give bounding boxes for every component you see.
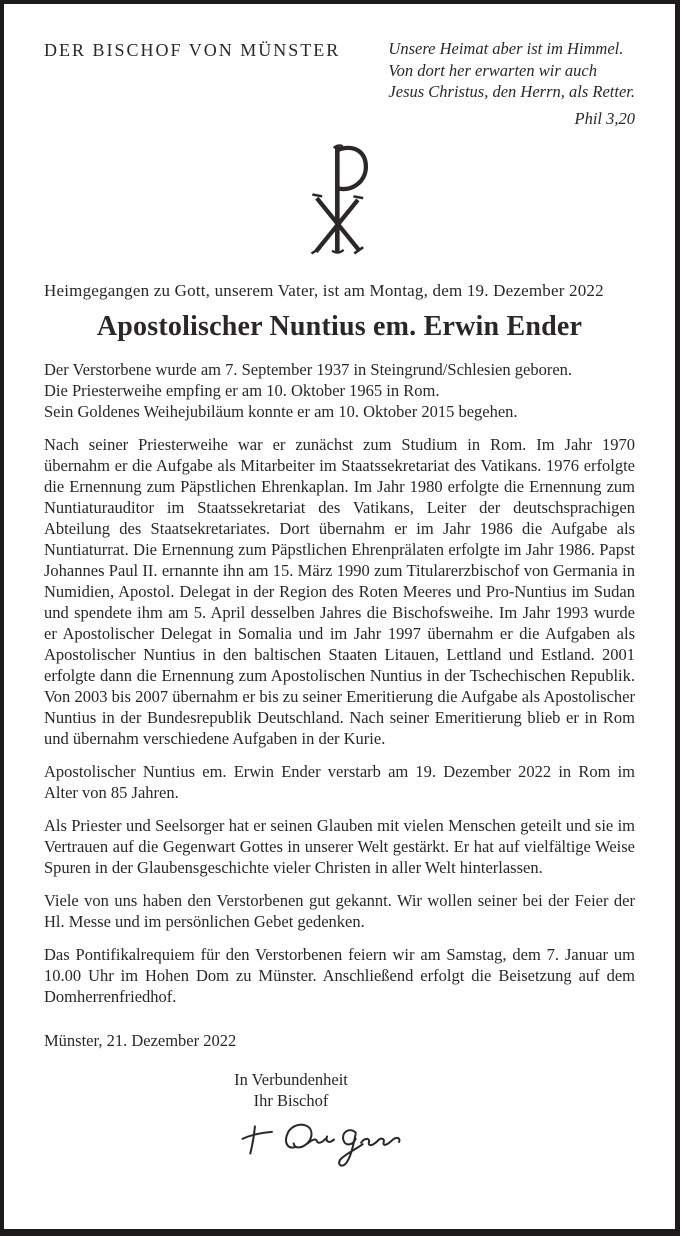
closing-line-1: In Verbundenheit xyxy=(234,1069,348,1089)
quote-line-1: Unsere Heimat aber ist im Himmel. xyxy=(388,39,624,58)
biography-section xyxy=(44,359,635,1007)
dateline: Münster, 21. Dezember 2022 xyxy=(44,1030,237,1050)
career-paragraph: Nach seiner Priesterweihe war er zunächst zum Studium in Rom. Im Jahr 1970 übernahm er die Aufgabe als Mitarbeiter im Staatssekretariat des Vatikans. 1976 erfolgte die Ernennung zum Päpstlichen Ehrenkaplan. Im Jahr 1980 erfolgte die Ernennung zum Nuntiaturauditor im Staatssekretariat des Vatikans, Leiter der deutschsprachigen Abteilung des Staatsekretariates. Dort übernahm er im Jahr 1986 die Aufgabe als Nuntiaturrat. Die Ernennung zum Päpstlichen Ehrenprälaten erfolgte im Jahr 1986. Papst Johannes Paul II. ernannte ihn am 15. März 1990 zum Titularerzbischof von Germania in Numidien, Apostol. Delegat in der Region des Roten Meeres und Pro-Nuntius im Sudan und spendete ihm am 5. April desselben Jahres die Bischofsweihe. Im Jahr 1993 wurde er Apostolischer Delegat in Somalia und im Jahr 1997 übernahm er die Aufgaben als Apostolischer Nuntius in den baltischen Staaten Litauen, Lettland und Estland. 2001 erfolgte dann die Ernennung zum Apostolischen Nuntius in der Tschechischen Republik. Von 2003 bis 2007 übernahm er bis zu seiner Emeritierung die Aufgabe als Apostolischer Nuntius in der Bundesrepublik Deutschland. Nach seiner Emeritierung blieb er in Rom und übernahm verschiedene Aufgaben in der Kurie. xyxy=(44,434,635,748)
closing-block xyxy=(171,1069,411,1176)
chi-rho-icon xyxy=(44,141,635,259)
remembrance-paragraph: Viele von uns haben den Verstorbenen gut gekannt. Wir wollen seiner bei der Feier der Hl. Messe und im persönlichen Gebet gedenken. xyxy=(44,890,635,931)
quote-line-2: Von dort her erwarten wir auch xyxy=(388,60,597,80)
quote-citation: Phil 3,20 xyxy=(574,108,635,128)
birth-line-2: Die Priesterweihe empfing er am 10. Oktober 1965 in Rom. xyxy=(44,380,440,400)
letterhead xyxy=(44,38,635,129)
birth-line-1: Der Verstorbene wurde am 7. September 1937 in Steingrund/Schlesien geboren. xyxy=(44,359,573,379)
scripture-quote xyxy=(388,38,635,129)
death-paragraph: Apostolischer Nuntius em. Erwin Ender verstarb am 19. Dezember 2022 in Rom im Alter von 85 Jahren. xyxy=(44,761,635,802)
death-announcement-line: Heimgegangen zu Gott, unserem Vater, ist am Montag, dem 19. Dezember 2022 xyxy=(44,280,604,300)
birth-paragraph xyxy=(44,359,635,422)
letterhead-sender: DER BISCHOF VON MÜNSTER xyxy=(44,40,341,60)
quote-line-3: Jesus Christus, den Herrn, als Retter. xyxy=(388,82,635,101)
deceased-name-heading: Apostolischer Nuntius em. Erwin Ender xyxy=(96,310,583,342)
requiem-paragraph: Das Pontifikalrequiem für den Verstorbenen feiern wir am Samstag, dem 7. Januar um 10.00 Uhr im Hohen Dom zu Münster. Anschließend erfolgt die Beisetzung auf dem Domherrenfriedhof. xyxy=(44,944,635,1006)
legacy-paragraph: Als Priester und Seelsorger hat er seinen Glauben mit vielen Menschen geteilt und sie im Vertrauen auf die Gegenwart Gottes in unserer Welt gestärkt. Er hat auf vielfältige Weise Spuren in der Glaubensgeschichte vieler Christen in aller Welt hinterlassen. xyxy=(44,815,635,877)
birth-line-3: Sein Goldenes Weihejubiläum konnte er am 10. Oktober 2015 begehen. xyxy=(44,401,518,421)
closing-line-2: Ihr Bischof xyxy=(253,1090,329,1110)
bishop-signature-icon xyxy=(229,1114,425,1176)
